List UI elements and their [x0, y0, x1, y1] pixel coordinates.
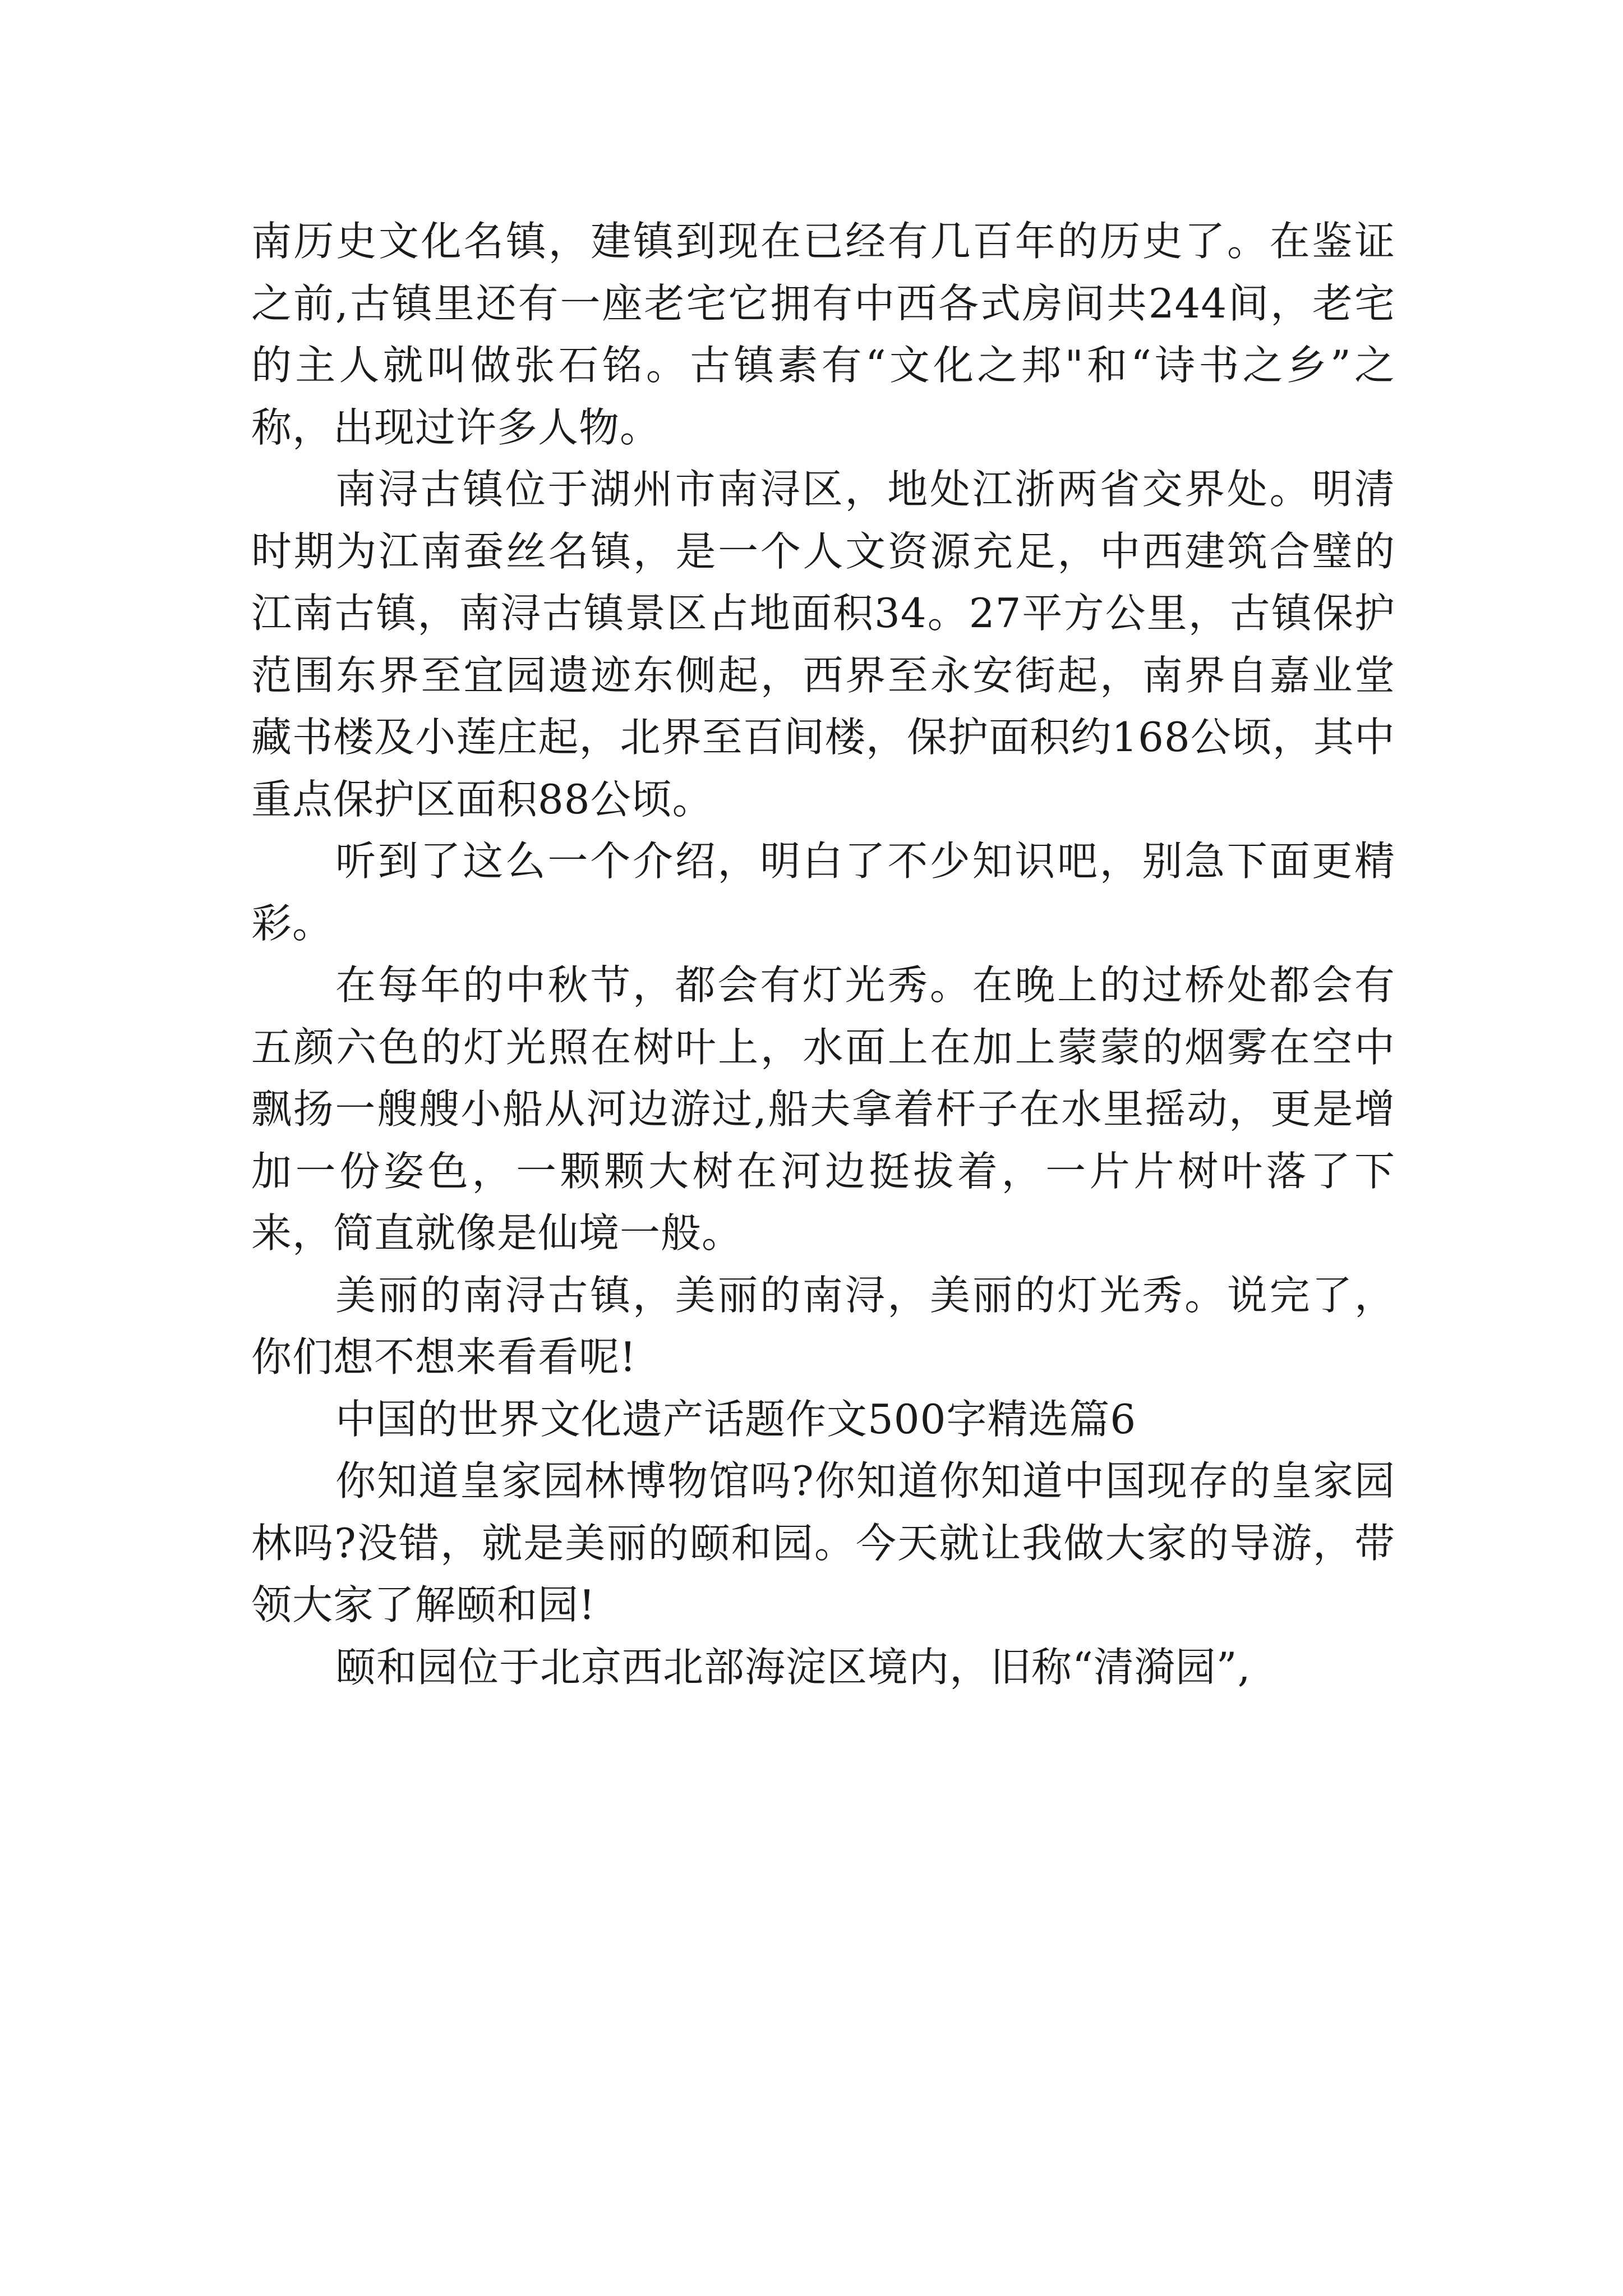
- document-body: [251, 210, 1395, 1698]
- paragraph: 颐和园位于北京西北部海淀区境内，旧称“清漪园”,: [335, 1643, 1251, 1691]
- paragraph: 南浔古镇位于湖州市南浔区，地处江浙两省交界处。明清时期为江南蚕丝名镇，是一个人文资源充足，中西建筑合璧的江南古镇，南浔古镇景区占地面积34。27平方公里，古镇保护范围东界至宜园遗迹东侧起，西界至永安街起，南界自嘉业堂藏书楼及小莲庄起，北界至百间楼，保护面积约168公顷，其中重点保护区面积88公顷。: [251, 466, 1395, 823]
- paragraph: 在每年的中秋节，都会有灯光秀。在晚上的过桥处都会有五颜六色的灯光照在树叶上，水面上在加上蒙蒙的烟雾在空中飘扬一艘艘小船从河边游过,船夫拿着杆子在水里摇动，更是增加一份姿色，一颗颗大树在河边挺拔着，一片片树叶落了下来，简直就像是仙境一般。: [251, 961, 1395, 1257]
- paragraph: 南历史文化名镇，建镇到现在已经有几百年的历史了。在鉴证之前,古镇里还有一座老宅它拥有中西各式房间共244间，老宅的主人就叫做张石铭。古镇素有“文化之邦"和“诗书之乡”之称，出现过许多人物。: [251, 218, 1395, 451]
- paragraph: 美丽的南浔古镇，美丽的南浔，美丽的灯光秀。说完了，你们想不想来看看呢!: [251, 1271, 1395, 1381]
- paragraph: 你知道皇家园林博物馆吗?你知道你知道中国现存的皇家园林吗?没错，就是美丽的颐和园。今天就让我做大家的导游，带领大家了解颐和园!: [251, 1457, 1395, 1628]
- paragraph: 听到了这么一个介绍，明白了不少知识吧，别急下面更精彩。: [251, 838, 1395, 947]
- section-heading: 中国的世界文化遗产话题作文500字精选篇6: [335, 1395, 1137, 1443]
